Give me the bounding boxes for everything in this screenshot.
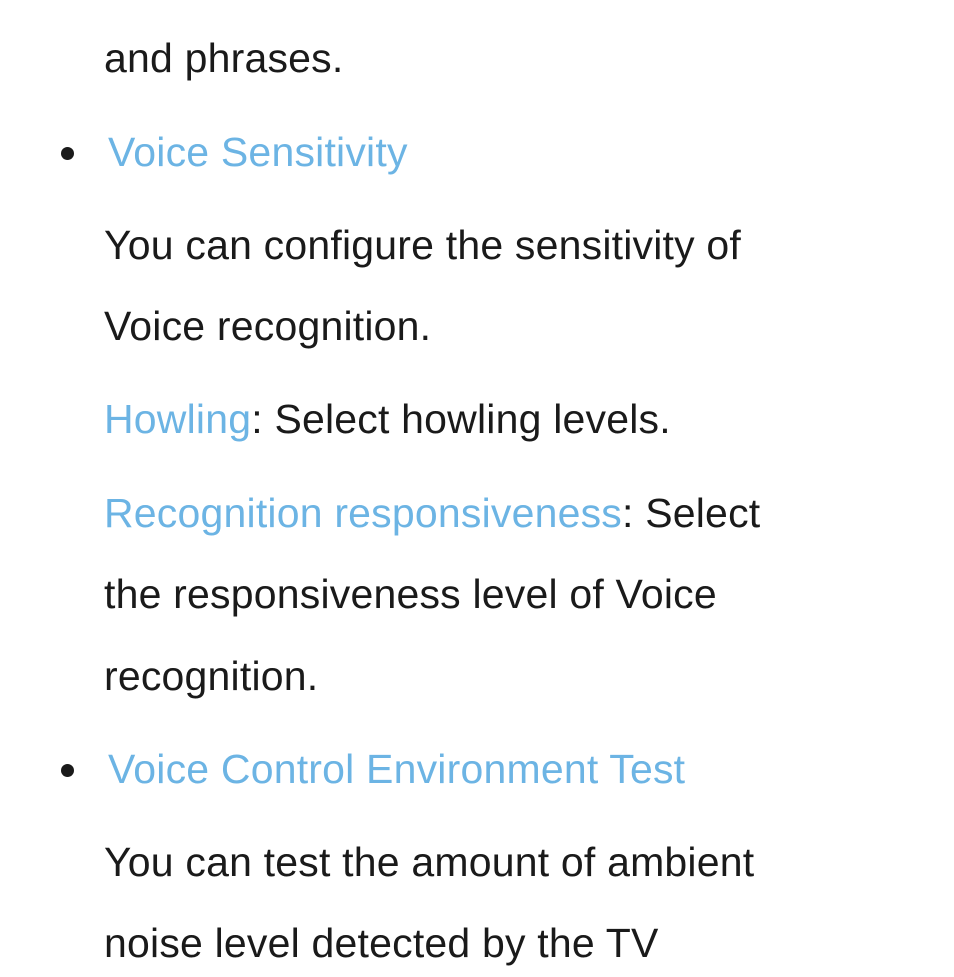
option-text-howling: Select howling levels. <box>274 396 671 442</box>
bullet-dot <box>61 764 74 777</box>
option-separator: : <box>251 396 275 442</box>
intro-text-tail: and phrases. <box>104 35 344 81</box>
section-description-line: You can test the amount of ambient <box>104 839 755 885</box>
section-title-voice-control-environment-test: Voice Control Environment Test <box>108 746 686 792</box>
option-text-continuation: recognition. <box>104 653 319 699</box>
option-name-howling: Howling <box>104 396 252 442</box>
section-description-line: Voice recognition. <box>104 303 432 349</box>
section-description-line: noise level detected by the TV <box>104 920 659 966</box>
option-text-recognition-responsiveness: Select <box>645 490 761 536</box>
option-separator: : <box>622 490 646 536</box>
section-title-voice-sensitivity: Voice Sensitivity <box>108 129 408 175</box>
option-recognition-responsiveness <box>104 489 760 537</box>
section-description-line: You can configure the sensitivity of <box>104 222 742 268</box>
option-name-recognition-responsiveness: Recognition responsiveness <box>104 490 623 536</box>
option-text-continuation: the responsiveness level of Voice <box>104 571 717 617</box>
option-howling <box>104 395 671 443</box>
bullet-dot <box>61 147 74 160</box>
